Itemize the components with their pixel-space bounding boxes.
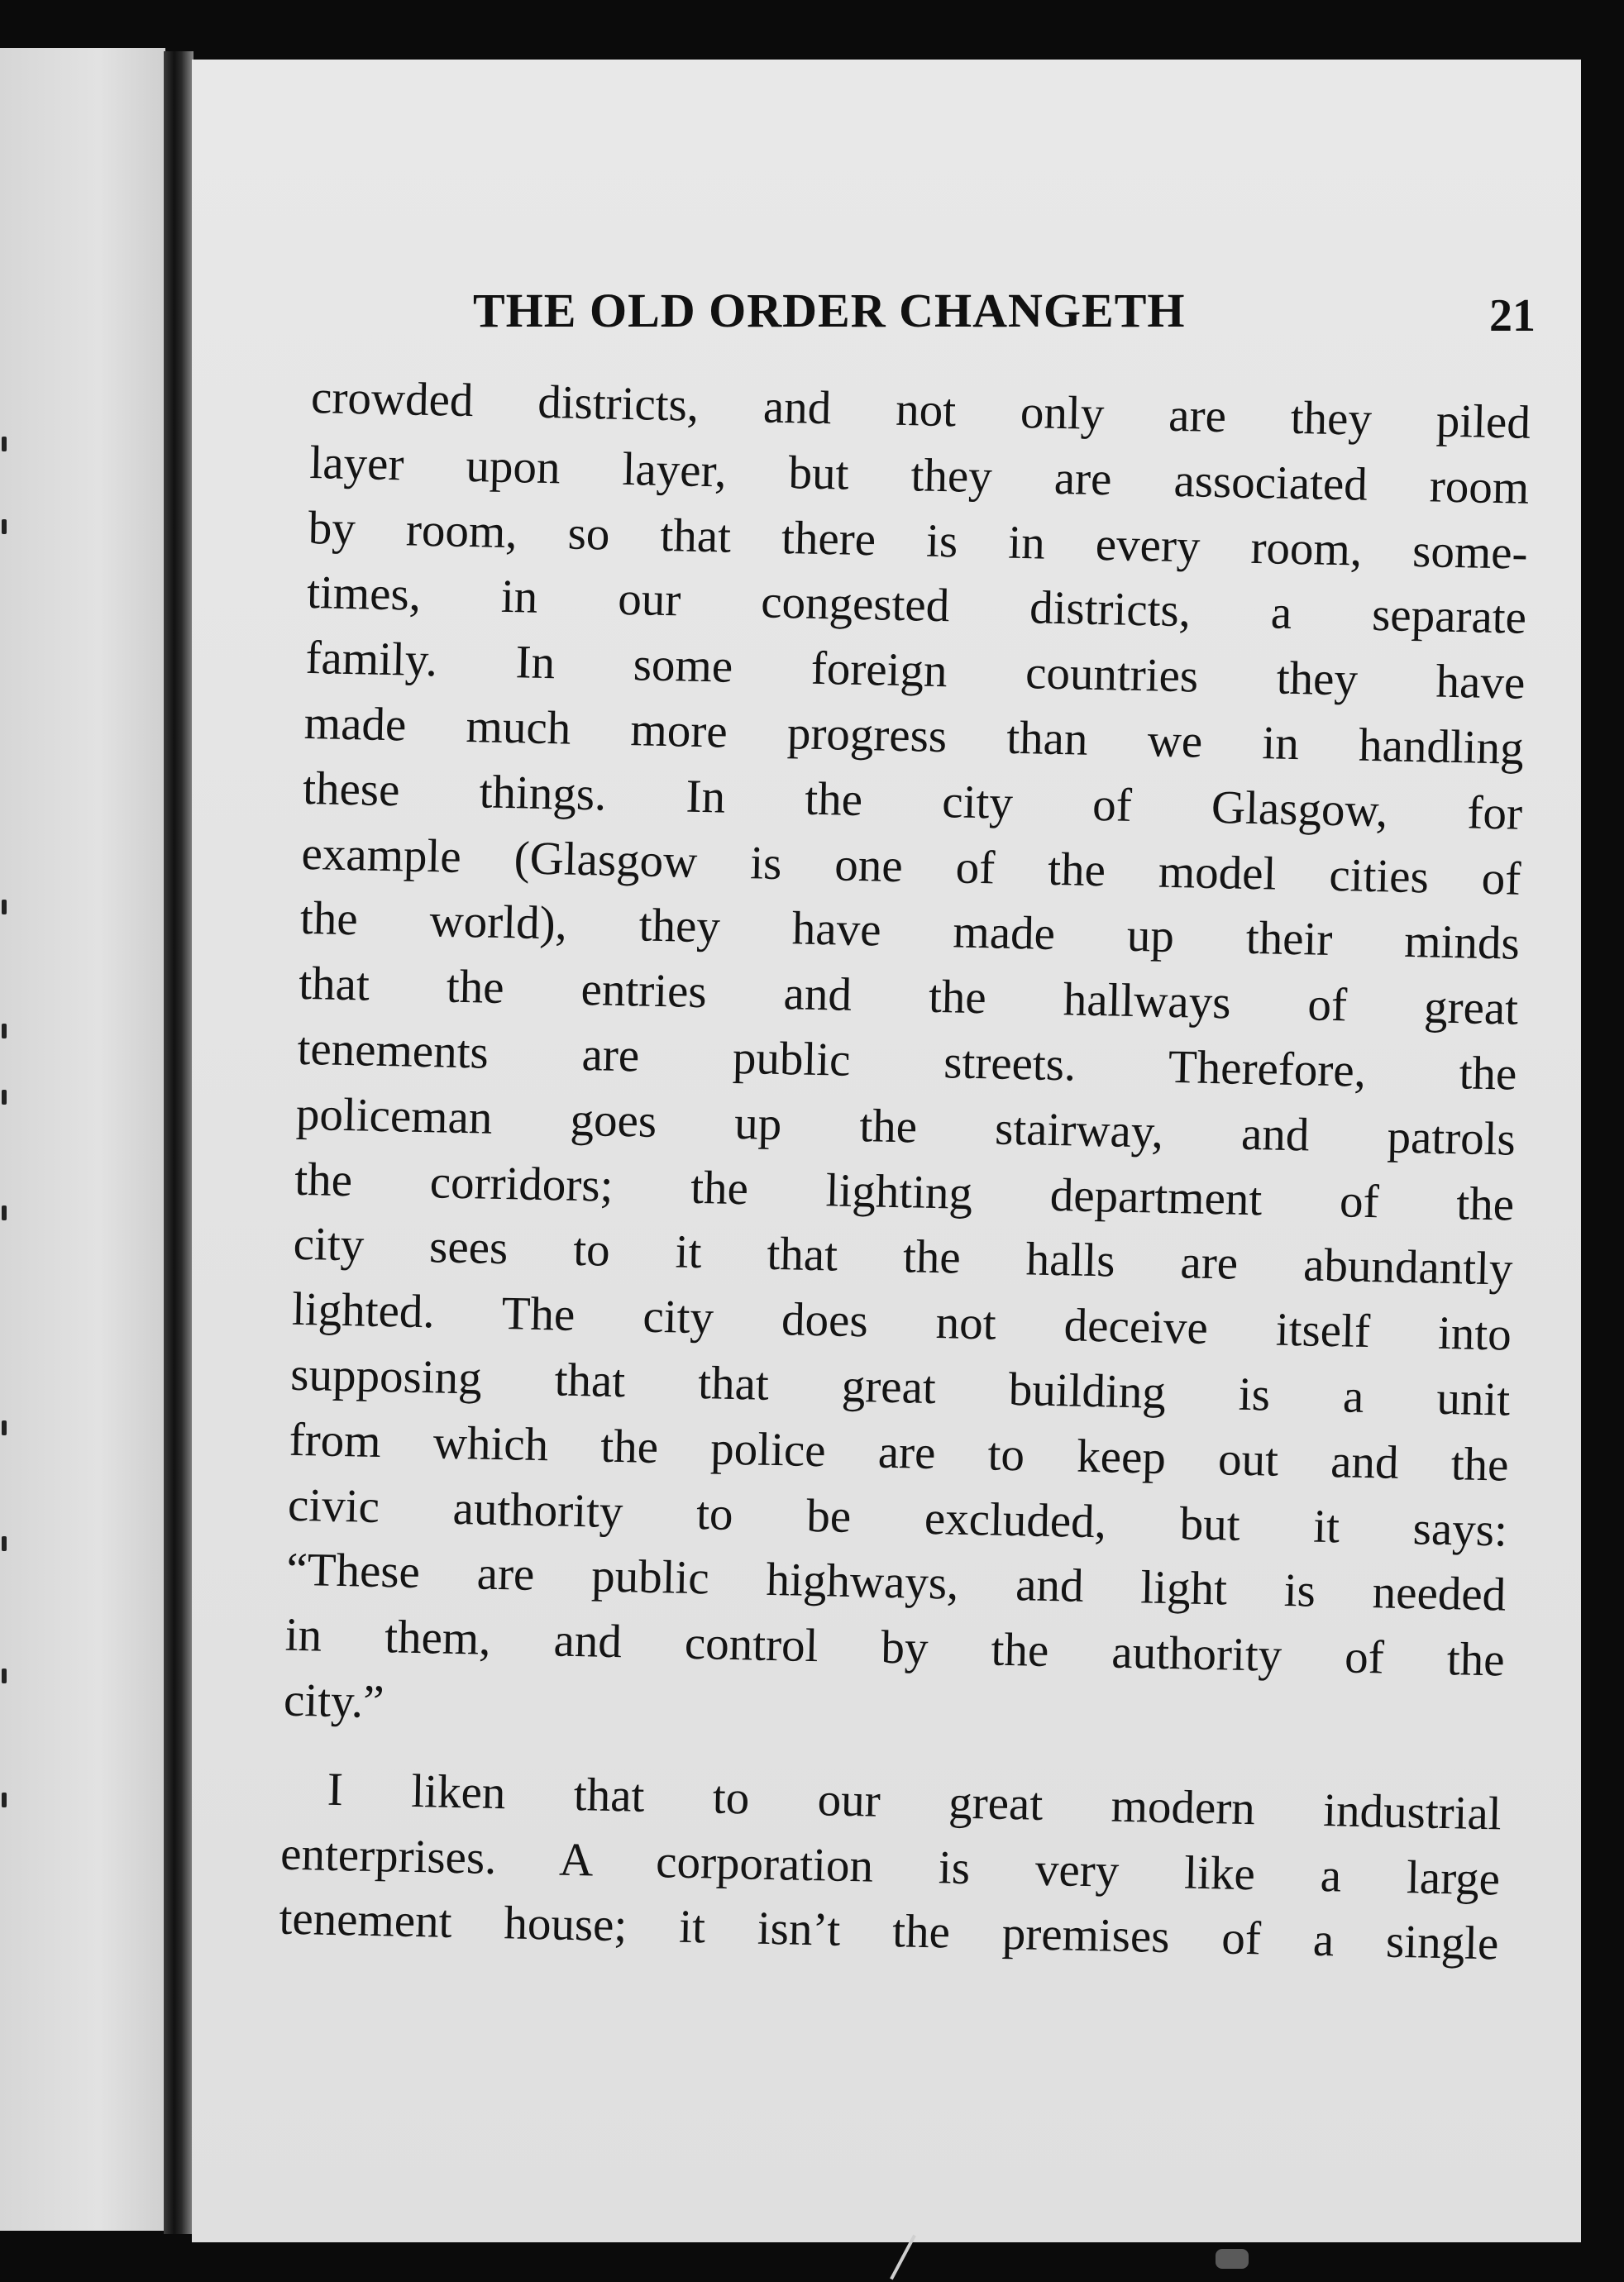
running-head [473, 283, 1564, 349]
text-line: city.” [283, 1673, 385, 1729]
running-title: THE OLD ORDER CHANGETH [473, 284, 1186, 337]
text-line: by room, so that there is in every room, some- [308, 501, 1529, 580]
facing-page-mark [2, 900, 7, 914]
facing-page-mark [2, 1793, 7, 1807]
book-page [192, 60, 1581, 2242]
text-line: civic authority to be excluded, but it says: [287, 1478, 1508, 1557]
body-text [279, 365, 1531, 1978]
text-line: lighted. The city does not deceive itself into [291, 1282, 1512, 1361]
text-line: enterprises. A corporation is very like a large [279, 1827, 1501, 1906]
text-line: tenements are public streets. Therefore, the [297, 1022, 1518, 1100]
facing-page-mark [2, 1024, 7, 1038]
text-line: the corridors; the lighting department of the [294, 1153, 1515, 1231]
text-line: layer upon layer, but they are associated room [308, 436, 1530, 514]
text-line: from which the police are to keep out and the [289, 1413, 1510, 1492]
facing-page-mark [2, 1420, 7, 1435]
facing-page-edge [0, 48, 165, 2231]
text-line: times, in our congested districts, a separate [306, 566, 1527, 645]
text-line: made much more progress than we in handling [303, 696, 1525, 775]
text-line: I liken that to our great modern industrial [327, 1763, 1502, 1840]
text-line: in them, and control by the authority of the [284, 1608, 1506, 1687]
text-line: “These are public highways, and light is needed [285, 1544, 1507, 1621]
text-line: supposing that that great building is a unit [289, 1348, 1511, 1426]
facing-page-mark [2, 1669, 7, 1683]
text-line: policeman goes up the stairway, and patrols [295, 1087, 1517, 1166]
text-line: example (Glasgow is one of the model cities of [300, 827, 1521, 905]
text-line: city sees to it that the halls are abundantly [293, 1218, 1514, 1296]
facing-page-mark [2, 519, 7, 534]
facing-page-mark [2, 1536, 7, 1551]
text-line: the world), they have made up their minds [299, 892, 1521, 971]
text-line: crowded districts, and not only are they piled [310, 370, 1531, 449]
text-line: family. In some foreign countries they have [304, 632, 1526, 709]
page-number: 21 [1489, 290, 1536, 341]
facing-page-mark [2, 437, 7, 451]
text-line: these things. In the city of Glasgow, for [302, 761, 1523, 840]
scan-artifact [1216, 2249, 1249, 2269]
text-line: tenement house; it isn’t the premises of a single [278, 1892, 1499, 1970]
book-gutter [164, 51, 193, 2234]
text-line: that the entries and the hallways of great [298, 957, 1519, 1035]
facing-page-mark [2, 1090, 7, 1105]
facing-page-mark [2, 1205, 7, 1220]
